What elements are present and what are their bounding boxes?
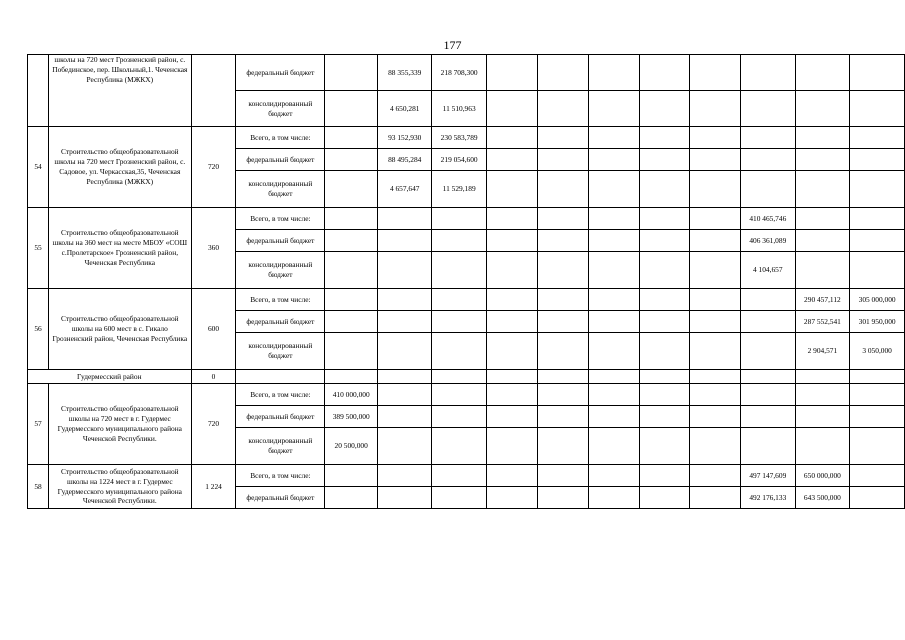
value-cell — [486, 127, 537, 149]
project-name-cell: школы на 720 мест Грозненский район, с. Побединское, пер. Школьный,1. Чеченская Республика (МЖКХ) — [49, 55, 192, 127]
funding-source-cell: консолидированный бюджет — [236, 91, 325, 127]
funding-source-cell: консолидированный бюджет — [236, 428, 325, 465]
value-cell — [795, 127, 850, 149]
funding-source-cell: федеральный бюджет — [236, 487, 325, 509]
value-cell — [690, 406, 741, 428]
row-number-cell: 55 — [28, 208, 49, 289]
table-row — [28, 127, 905, 149]
value-cell — [486, 289, 537, 311]
value-cell — [378, 311, 432, 333]
value-cell — [378, 208, 432, 230]
value-cell — [537, 208, 588, 230]
row-number-cell: 57 — [28, 384, 49, 465]
value-cell — [325, 289, 378, 311]
value-cell — [486, 311, 537, 333]
value-cell — [639, 487, 689, 509]
value-cell — [537, 91, 588, 127]
value-cell — [740, 91, 795, 127]
value-cell — [690, 465, 741, 487]
value-cell — [486, 91, 537, 127]
value-cell — [588, 208, 639, 230]
value-cell — [486, 208, 537, 230]
value-cell — [432, 333, 487, 370]
value-cell — [588, 91, 639, 127]
value-cell — [795, 55, 850, 91]
value-cell — [325, 252, 378, 289]
value-cell — [740, 406, 795, 428]
value-cell — [795, 91, 850, 127]
value-cell: 643 500,000 — [795, 487, 850, 509]
value-cell — [325, 311, 378, 333]
value-cell — [795, 406, 850, 428]
value-cell — [639, 384, 689, 406]
value-cell — [378, 289, 432, 311]
value-cell — [432, 230, 487, 252]
value-cell — [639, 406, 689, 428]
page-number: 177 — [443, 38, 462, 52]
funding-source-cell: Всего, в том числе: — [236, 127, 325, 149]
value-cell — [795, 230, 850, 252]
empty-cell — [690, 370, 741, 384]
value-cell — [486, 406, 537, 428]
table-row — [28, 55, 905, 91]
value-cell — [639, 208, 689, 230]
value-cell — [486, 171, 537, 208]
funding-source-cell: федеральный бюджет — [236, 55, 325, 91]
value-cell — [740, 333, 795, 370]
funding-source-cell: Всего, в том числе: — [236, 465, 325, 487]
value-cell — [690, 487, 741, 509]
value-cell — [325, 55, 378, 91]
value-cell — [690, 333, 741, 370]
funding-source-cell: Всего, в том числе: — [236, 289, 325, 311]
value-cell — [537, 406, 588, 428]
value-cell — [690, 91, 741, 127]
value-cell: 3 050,000 — [850, 333, 905, 370]
value-cell — [690, 149, 741, 171]
table-body — [28, 55, 905, 509]
value-cell — [740, 289, 795, 311]
value-cell — [325, 149, 378, 171]
value-cell — [537, 465, 588, 487]
value-cell — [850, 428, 905, 465]
value-cell: 219 054,600 — [432, 149, 487, 171]
value-cell — [537, 55, 588, 91]
value-cell — [850, 487, 905, 509]
value-cell — [740, 428, 795, 465]
value-cell: 410 465,746 — [740, 208, 795, 230]
value-cell — [850, 406, 905, 428]
value-cell — [690, 311, 741, 333]
value-cell — [690, 384, 741, 406]
value-cell — [690, 289, 741, 311]
value-cell — [486, 384, 537, 406]
project-name-cell: Строительство общеобразовательной школы на 720 мест в г. Гудермес Гудермесского муниципального района Чеченской Республики. — [49, 384, 192, 465]
value-cell — [639, 127, 689, 149]
value-cell — [740, 311, 795, 333]
value-cell — [486, 149, 537, 171]
value-cell — [639, 252, 689, 289]
value-cell — [740, 384, 795, 406]
value-cell — [639, 171, 689, 208]
value-cell — [378, 465, 432, 487]
empty-cell — [795, 370, 850, 384]
value-cell: 11 529,189 — [432, 171, 487, 208]
value-cell — [850, 55, 905, 91]
value-cell: 492 176,133 — [740, 487, 795, 509]
value-cell: 4 650,281 — [378, 91, 432, 127]
value-cell — [537, 311, 588, 333]
value-cell — [486, 487, 537, 509]
empty-cell — [588, 370, 639, 384]
value-cell — [537, 384, 588, 406]
value-cell — [795, 208, 850, 230]
value-cell — [639, 465, 689, 487]
value-cell — [795, 252, 850, 289]
value-cell — [588, 428, 639, 465]
table-row — [28, 289, 905, 311]
value-cell: 2 904,571 — [795, 333, 850, 370]
value-cell: 230 583,789 — [432, 127, 487, 149]
project-name-cell: Строительство общеобразовательной школы на 720 мест Грозненский район, с. Садовое, ул. Черкасская,35, Чеченская Республика (МЖКХ) — [49, 127, 192, 208]
value-cell — [325, 230, 378, 252]
value-cell — [325, 465, 378, 487]
funding-source-cell: Всего, в том числе: — [236, 384, 325, 406]
value-cell — [639, 91, 689, 127]
value-cell: 4 104,657 — [740, 252, 795, 289]
value-cell — [486, 230, 537, 252]
value-cell — [850, 252, 905, 289]
value-cell: 88 355,339 — [378, 55, 432, 91]
value-cell — [850, 230, 905, 252]
value-cell — [690, 428, 741, 465]
row-number-cell: 58 — [28, 465, 49, 509]
value-cell — [325, 333, 378, 370]
value-cell — [639, 149, 689, 171]
funding-source-cell: консолидированный бюджет — [236, 171, 325, 208]
budget-table-wrapper — [27, 54, 905, 509]
value-cell: 287 552,541 — [795, 311, 850, 333]
empty-cell — [378, 370, 432, 384]
empty-cell — [236, 370, 325, 384]
value-cell — [639, 428, 689, 465]
value-cell — [486, 428, 537, 465]
value-cell — [378, 487, 432, 509]
value-cell — [639, 289, 689, 311]
funding-source-cell: федеральный бюджет — [236, 230, 325, 252]
value-cell — [537, 252, 588, 289]
value-cell: 301 950,000 — [850, 311, 905, 333]
project-name-cell: Строительство общеобразовательной школы на 360 мест на месте МБОУ «СОШ с.Пролетарское» Грозненский район, Чеченская Республика — [49, 208, 192, 289]
value-cell: 218 708,300 — [432, 55, 487, 91]
value-cell: 4 657,647 — [378, 171, 432, 208]
value-cell — [432, 465, 487, 487]
value-cell — [850, 208, 905, 230]
value-cell: 88 495,284 — [378, 149, 432, 171]
empty-cell — [740, 370, 795, 384]
empty-cell — [325, 370, 378, 384]
value-cell — [690, 127, 741, 149]
value-cell — [537, 487, 588, 509]
value-cell — [588, 333, 639, 370]
funding-source-cell: федеральный бюджет — [236, 149, 325, 171]
value-cell — [325, 208, 378, 230]
value-cell — [378, 333, 432, 370]
value-cell: 497 147,609 — [740, 465, 795, 487]
value-cell — [486, 465, 537, 487]
value-cell — [795, 149, 850, 171]
value-cell — [690, 171, 741, 208]
value-cell — [588, 230, 639, 252]
value-cell — [537, 428, 588, 465]
value-cell — [432, 311, 487, 333]
value-cell — [690, 252, 741, 289]
value-cell — [432, 289, 487, 311]
table-row — [28, 208, 905, 230]
value-cell — [850, 171, 905, 208]
district-capacity-cell: 0 — [191, 370, 236, 384]
value-cell — [588, 465, 639, 487]
value-cell — [325, 91, 378, 127]
value-cell — [432, 252, 487, 289]
value-cell: 406 361,089 — [740, 230, 795, 252]
empty-cell — [639, 370, 689, 384]
capacity-cell: 600 — [191, 289, 236, 370]
value-cell — [740, 55, 795, 91]
district-row — [28, 370, 905, 384]
value-cell — [588, 55, 639, 91]
value-cell — [325, 127, 378, 149]
value-cell — [432, 406, 487, 428]
value-cell — [432, 384, 487, 406]
funding-source-cell: федеральный бюджет — [236, 311, 325, 333]
district-name-cell: Гудермесский район — [28, 370, 192, 384]
value-cell — [537, 289, 588, 311]
value-cell — [378, 252, 432, 289]
value-cell — [588, 406, 639, 428]
value-cell — [795, 428, 850, 465]
value-cell: 290 457,112 — [795, 289, 850, 311]
value-cell — [588, 252, 639, 289]
project-name-cell: Строительство общеобразовательной школы на 600 мест в с. Гикало Грозненский район, Чеченская Республика — [49, 289, 192, 370]
value-cell — [795, 171, 850, 208]
value-cell — [850, 127, 905, 149]
value-cell — [588, 127, 639, 149]
empty-cell — [486, 370, 537, 384]
row-number-cell: 54 — [28, 127, 49, 208]
row-number-cell — [28, 55, 49, 127]
capacity-cell: 1 224 — [191, 465, 236, 509]
row-number-cell: 56 — [28, 289, 49, 370]
value-cell — [537, 230, 588, 252]
capacity-cell: 360 — [191, 208, 236, 289]
value-cell — [325, 171, 378, 208]
funding-source-cell: Всего, в том числе: — [236, 208, 325, 230]
value-cell — [850, 465, 905, 487]
empty-cell — [432, 370, 487, 384]
value-cell — [740, 171, 795, 208]
empty-cell — [537, 370, 588, 384]
value-cell — [378, 384, 432, 406]
value-cell — [740, 149, 795, 171]
empty-cell — [850, 370, 905, 384]
value-cell — [588, 384, 639, 406]
capacity-cell: 720 — [191, 127, 236, 208]
value-cell — [690, 208, 741, 230]
value-cell — [486, 252, 537, 289]
value-cell — [639, 333, 689, 370]
funding-source-cell: консолидированный бюджет — [236, 333, 325, 370]
value-cell — [486, 333, 537, 370]
project-name-cell: Строительство общеобразовательной школы на 1224 мест в г. Гудермес Гудермесского муниципального района Чеченской Республики. — [49, 465, 192, 509]
value-cell — [850, 91, 905, 127]
value-cell: 11 510,963 — [432, 91, 487, 127]
value-cell — [850, 149, 905, 171]
capacity-cell — [191, 55, 236, 127]
value-cell — [432, 487, 487, 509]
budget-table — [27, 54, 905, 509]
value-cell — [588, 487, 639, 509]
value-cell — [690, 230, 741, 252]
value-cell — [740, 127, 795, 149]
value-cell — [432, 208, 487, 230]
value-cell — [325, 487, 378, 509]
value-cell — [588, 289, 639, 311]
value-cell — [795, 384, 850, 406]
capacity-cell: 720 — [191, 384, 236, 465]
value-cell — [588, 171, 639, 208]
value-cell: 410 000,000 — [325, 384, 378, 406]
value-cell — [639, 311, 689, 333]
value-cell — [486, 55, 537, 91]
value-cell — [537, 333, 588, 370]
table-row — [28, 384, 905, 406]
value-cell: 305 000,000 — [850, 289, 905, 311]
value-cell — [378, 428, 432, 465]
value-cell: 93 152,930 — [378, 127, 432, 149]
value-cell — [639, 55, 689, 91]
funding-source-cell: федеральный бюджет — [236, 406, 325, 428]
value-cell — [378, 406, 432, 428]
value-cell: 650 000,000 — [795, 465, 850, 487]
value-cell — [850, 384, 905, 406]
value-cell — [378, 230, 432, 252]
value-cell: 20 500,000 — [325, 428, 378, 465]
value-cell — [537, 127, 588, 149]
value-cell — [432, 428, 487, 465]
value-cell — [537, 171, 588, 208]
value-cell — [639, 230, 689, 252]
value-cell — [537, 149, 588, 171]
value-cell — [588, 149, 639, 171]
value-cell: 389 500,000 — [325, 406, 378, 428]
table-row — [28, 465, 905, 487]
value-cell — [690, 55, 741, 91]
value-cell — [588, 311, 639, 333]
funding-source-cell: консолидированный бюджет — [236, 252, 325, 289]
